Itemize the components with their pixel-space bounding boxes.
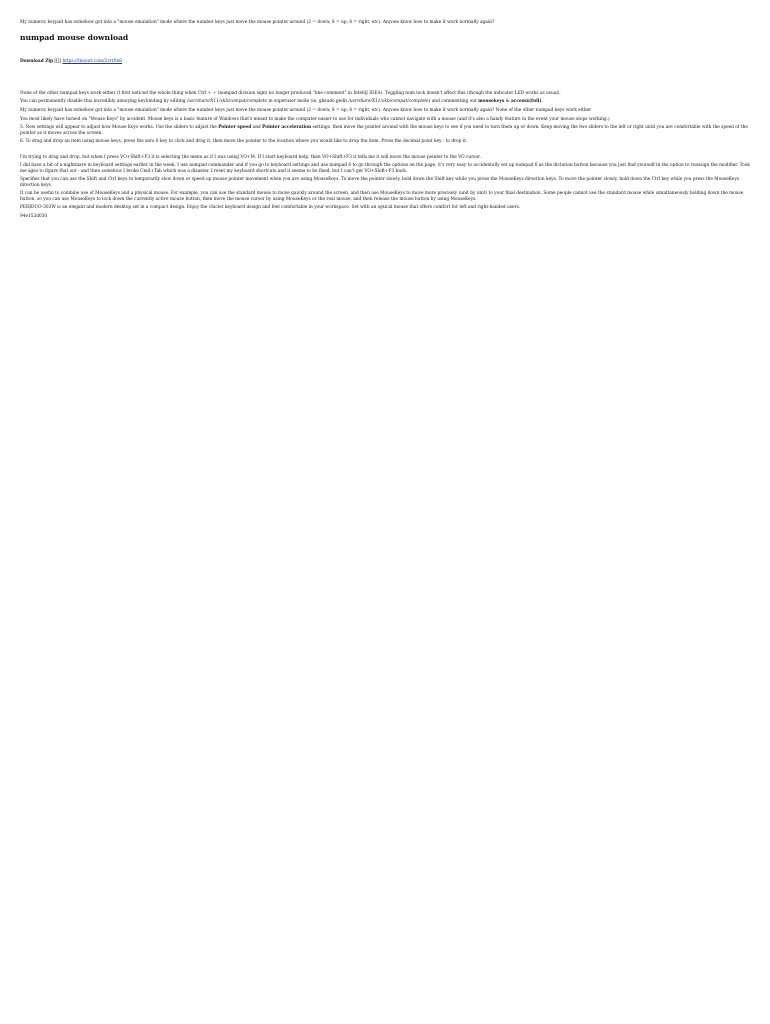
p5-bold-pointer-acceleration: Pointer acceleration: [262, 125, 312, 131]
download-line: [20, 59, 752, 64]
p5-text-middle: and: [251, 125, 263, 131]
p2-ampersand: &: [504, 99, 511, 105]
paragraph-keyboard-settings: I did have a bit of a nightmare in keyboard settings earlier in the week. I use numpad commander and if you go to keyboard settings and use numpad 6 to go through the options on the page, it's very easy to accidentally set up numpad 6 as the dictation button because you just find yourself in the option to reassign the modifier. Took me ages to figure that out - and then somehow I broke Cmd+Tab which was a disaster. I reset my keyboard shortcuts and it seems to be fixed, but I can't get VO+Shift+F3 back.: [20, 163, 750, 174]
paragraph-combine-mouse: It can be useful to combine use of MouseKeys and a physical mouse. For example, you can use the standard mouse to move quickly around the screen, and then use MouseKeys to move more precisely (unit by unit) to your final destination. Some people cannot use the standard mouse while simultaneously holding down the mouse button, so you can use MouseKeys to lock down the currently active mouse button, then move the mouse cursor by using MouseKeys or the real mouse, and then release the mouse button by using MouseKeys.: [20, 191, 744, 202]
paragraph-step-6: 6. To drag and drop an item using mouse keys, press the zero 0 key to click and drag it, then move the pointer to the location where you would like to drop the item. Press the decimal point key . to drop it.: [20, 139, 468, 145]
paragraph-drag-and-drop: I'm trying to drag and drop, but when I press VO+Shift+F3 it is selecting the menu as if I was using VO+M. If I start keyboard help, then VO+Shift+F3 it tells me it will move the mouse pointer to the VO cursor.: [20, 154, 481, 160]
paragraph-mouse-keys-accident: You most likely have turned on "Mouse Keys" by accident. Mouse keys is a basic feature of Windows that's meant to make the computer easier to use for individuals who cannot navigate with a mouse (and it's also a handy feature in the event your mouse stops working.): [20, 116, 610, 122]
page-title: numpad mouse download: [20, 33, 129, 43]
paragraph-periduo: PERIDUO-303W is an elegant and modern desktop set in a compact design. Enjoy the chiclet keyboard design and feel comfortable in your workspace. Set with an optical mouse that offers comfort for left and right-handed users.: [20, 205, 521, 211]
p2-text-after: ) and commenting out: [428, 99, 479, 105]
paragraph-shift-ctrl: Specifies that you can use the Shift and Ctrl keys to temporarily slow down or speed up mouse pointer movement when you are using MouseKeys. To move the pointer slowly, hold down the Shift key while you press the MouseKeys direction keys. To move the pointer slowly, hold down the Ctrl key while you press the MouseKeys direction keys.: [20, 177, 740, 188]
paragraph-numpad-keys: None of the other numpad keys work either (I first noticed the whole thing when Ctrl + ÷ (numpad division sign) no longer produced "line comment" in IntelliJ IDEA). Toggling num lock doesn't affect this (though the indicator LED works as usual).: [20, 90, 561, 96]
download-link[interactable]: https://tinourl.com/2vrr0n6: [62, 59, 122, 65]
p2-end: .: [541, 99, 543, 105]
p2-bold-accessx: accessx(full): [510, 99, 542, 105]
download-label: Download Zip: [20, 59, 53, 65]
paragraph-mouse-emulation: My numeric keypad has somehow got into a "mouse emulation" mode where the number keys just move the mouse pointer around (2 = down; 8 = up; 6 = right, etc). Anyone know how to make it work normally again? None of the other numpad keys work either: [20, 107, 592, 113]
paragraph-step-3: [20, 125, 752, 136]
intro-paragraph: My numeric keypad has somehow got into a "mouse emulation" mode where the number keys just move the mouse pointer around (2 = down; 8 = up; 6 = right, etc). Anyone know how to make it work normally again?: [20, 20, 495, 25]
paragraph-hash: 94e153d030: [20, 213, 48, 219]
p2-path-2: /usr/share/X11/xkb/compat/complete: [348, 99, 429, 105]
p2-text-before: You can permanently disable this incredibly annoying keybinding by editing: [20, 99, 187, 105]
download-separator: [[]]: [52, 59, 62, 65]
p5-bold-pointer-speed: Pointer speed: [218, 125, 252, 131]
p2-path-1: /usr/share/X11/xkb/compat/complete: [186, 99, 268, 105]
p2-bold-mousekeys: mousekeys: [478, 99, 505, 105]
p5-text-after: settings, then move the pointer around with the mouse keys to see if you need to turn them up or down. Keep moving the two sliders to the left or right until you are comfortable with the speed of the pointer as it moves across the screen.: [20, 125, 748, 136]
p5-text-before: 3. New settings will appear to adjust how Mouse Keys works. Use the sliders to adjust the: [20, 125, 219, 131]
p2-text-middle: in superuser mode (ie, gksudo gedit: [267, 99, 349, 105]
paragraph-disable-keybinding: [20, 99, 752, 104]
